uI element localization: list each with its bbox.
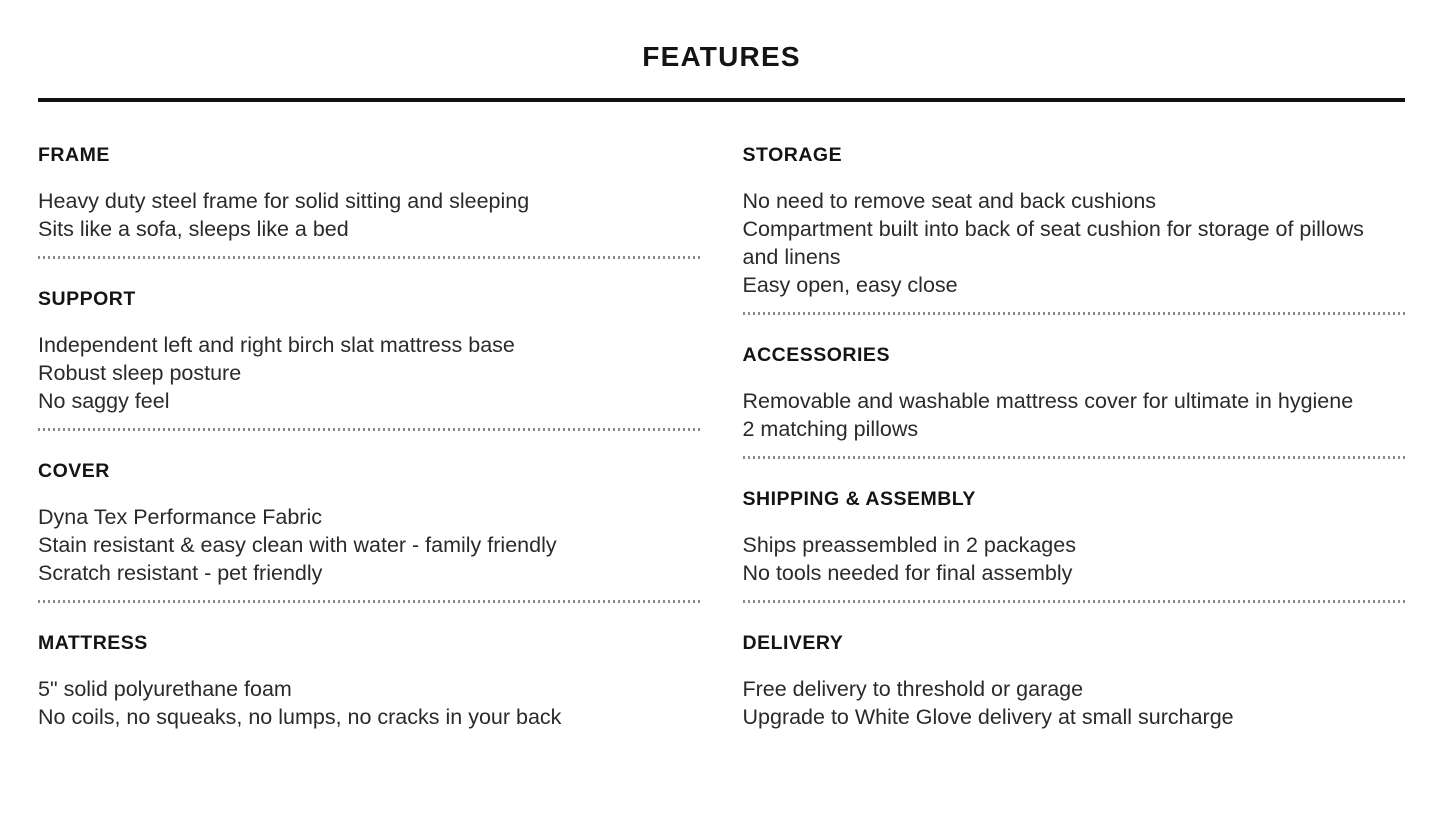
feature-section <box>38 287 701 431</box>
section-heading-accessories: ACCESSORIES <box>742 344 890 366</box>
section-body <box>743 675 1393 731</box>
section-heading-delivery: DELIVERY <box>742 632 844 654</box>
feature-section <box>38 631 701 731</box>
feature-line: Compartment built into back of seat cushion for storage of pillows and linens <box>742 217 1364 269</box>
feature-line: No coils, no squeaks, no lumps, no cracks in your back <box>38 705 562 729</box>
feature-line: Easy open, easy close <box>742 273 958 297</box>
features-columns <box>38 143 1405 731</box>
dotted-divider <box>743 600 1406 603</box>
section-body <box>38 503 688 587</box>
section-heading-cover: COVER <box>38 460 110 482</box>
title-rule <box>38 98 1405 102</box>
section-body <box>38 331 688 415</box>
feature-line: Heavy duty steel frame for solid sitting and sleeping <box>38 189 530 213</box>
feature-section <box>743 631 1406 731</box>
section-body <box>38 675 688 731</box>
dotted-divider <box>743 312 1406 315</box>
feature-line: 5" solid polyurethane foam <box>38 677 292 701</box>
feature-line: No saggy feel <box>38 389 170 413</box>
feature-line: Sits like a sofa, sleeps like a bed <box>38 217 349 241</box>
feature-section <box>743 343 1406 459</box>
section-heading-support: SUPPORT <box>38 288 136 310</box>
section-body <box>743 387 1393 443</box>
page-title: FEATURES <box>642 41 801 72</box>
feature-line: Stain resistant & easy clean with water - family friendly <box>38 533 557 557</box>
section-heading-storage: STORAGE <box>742 144 843 166</box>
feature-line: Scratch resistant - pet friendly <box>38 561 323 585</box>
column-right <box>743 143 1406 731</box>
feature-line: Ships preassembled in 2 packages <box>742 533 1076 557</box>
feature-section <box>743 487 1406 603</box>
column-left <box>38 143 701 731</box>
dotted-divider <box>38 428 701 431</box>
feature-section <box>743 143 1406 315</box>
feature-section <box>38 143 701 259</box>
feature-line: Free delivery to threshold or garage <box>742 677 1084 701</box>
dotted-divider <box>743 456 1406 459</box>
section-heading-mattress: MATTRESS <box>38 632 148 654</box>
feature-line: Dyna Tex Performance Fabric <box>38 505 322 529</box>
feature-line: Independent left and right birch slat mattress base <box>38 333 515 357</box>
feature-section <box>38 459 701 603</box>
section-heading-shipping-assembly: SHIPPING & ASSEMBLY <box>742 488 976 510</box>
section-heading-frame: FRAME <box>38 144 110 166</box>
section-body <box>38 187 688 243</box>
dotted-divider <box>38 600 701 603</box>
feature-line: Upgrade to White Glove delivery at small surcharge <box>742 705 1234 729</box>
dotted-divider <box>38 256 701 259</box>
section-body <box>743 531 1393 587</box>
section-body <box>743 187 1393 299</box>
feature-line: No need to remove seat and back cushions <box>742 189 1157 213</box>
feature-line: No tools needed for final assembly <box>742 561 1073 585</box>
feature-line: 2 matching pillows <box>742 417 919 441</box>
feature-line: Removable and washable mattress cover for ultimate in hygiene <box>742 389 1354 413</box>
feature-line: Robust sleep posture <box>38 361 242 385</box>
